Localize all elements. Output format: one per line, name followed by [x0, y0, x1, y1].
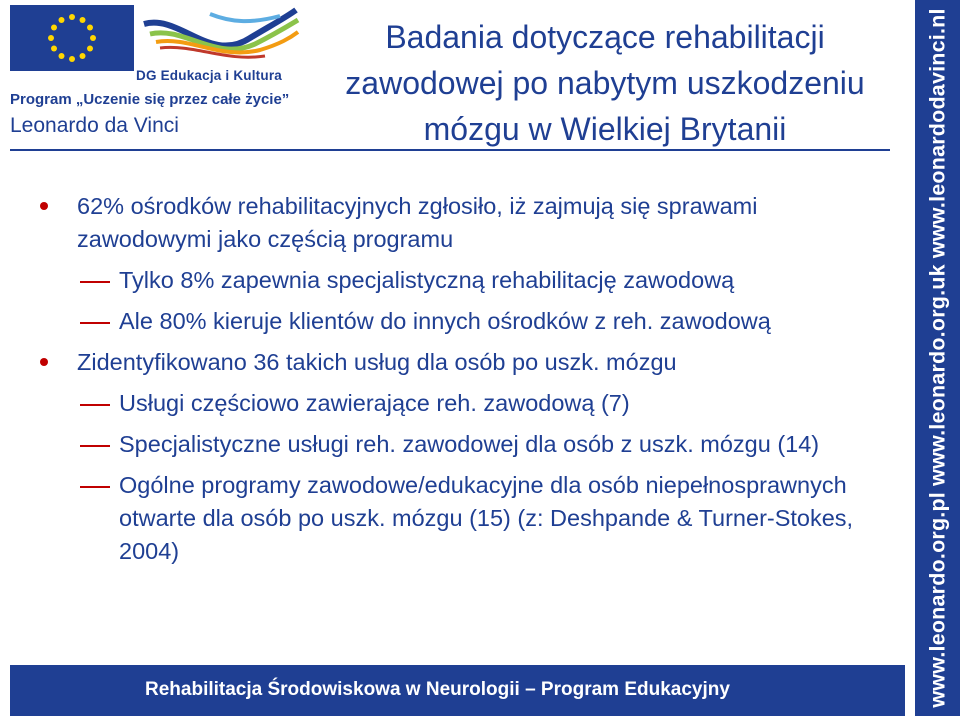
sub-bullet-item: [40, 469, 890, 568]
footer-bar: [10, 665, 905, 716]
slide-content: [40, 190, 890, 576]
sub-bullet-text: Usługi częściowo zawierające reh. zawodową (7): [119, 390, 630, 416]
sub-bullet-item: [40, 264, 890, 297]
eu-stars: [10, 5, 134, 71]
bullet-text: Zidentyfikowano 36 takich usług dla osób po uszk. mózgu: [77, 349, 677, 375]
dash-icon: [80, 445, 110, 447]
bullet-icon: [40, 358, 48, 366]
ribbon-logo-icon: [140, 4, 300, 68]
bullet-item: [40, 346, 890, 379]
org-name: DG Edukacja i Kultura: [136, 68, 282, 83]
header-logos: [0, 0, 305, 145]
dash-icon: [80, 404, 110, 406]
dash-icon: [80, 486, 110, 488]
dash-icon: [80, 281, 110, 283]
bullet-text: 62% ośrodków rehabilitacyjnych zgłosiło, iż zajmują się sprawami zawodowymi jako częścią programu: [77, 193, 758, 252]
title-divider: [10, 149, 890, 151]
bullet-icon: [40, 202, 48, 210]
program-brand: Leonardo da Vinci: [10, 114, 179, 137]
sub-bullet-item: [40, 428, 890, 461]
sub-bullet-item: [40, 387, 890, 420]
program-name: Program „Uczenie się przez całe życie”: [10, 91, 290, 108]
slide-title: [305, 14, 905, 152]
eu-flag-icon: [10, 5, 134, 71]
bullet-item: [40, 190, 890, 256]
sub-bullet-text: Specjalistyczne usługi reh. zawodowej dla osób z uszk. mózgu (14): [119, 431, 820, 457]
sub-bullet-text: Ale 80% kieruje klientów do innych ośrodków z reh. zawodową: [119, 308, 771, 334]
sidebar-website-links: www.leonardo.org.pl www.leonardo.org.uk www.leonardodavinci.nl: [925, 8, 949, 708]
title-line-1: Badania dotyczące rehabilitacji: [385, 19, 825, 55]
title-line-3: mózgu w Wielkiej Brytanii: [423, 111, 787, 147]
sub-bullet-item: [40, 305, 890, 338]
dash-icon: [80, 322, 110, 324]
sidebar-websites: [915, 0, 960, 716]
footer-text: Rehabilitacja Środowiskowa w Neurologii – Program Edukacyjny: [145, 679, 730, 700]
title-line-2: zawodowej po nabytym uszkodzeniu: [345, 65, 865, 101]
sub-bullet-text: Tylko 8% zapewnia specjalistyczną rehabilitację zawodową: [119, 267, 735, 293]
sub-bullet-text: Ogólne programy zawodowe/edukacyjne dla osób niepełnosprawnych otwarte dla osób po uszk. mózgu (15) (z: Deshpande & Turner-Stokes, 2004): [119, 472, 854, 564]
